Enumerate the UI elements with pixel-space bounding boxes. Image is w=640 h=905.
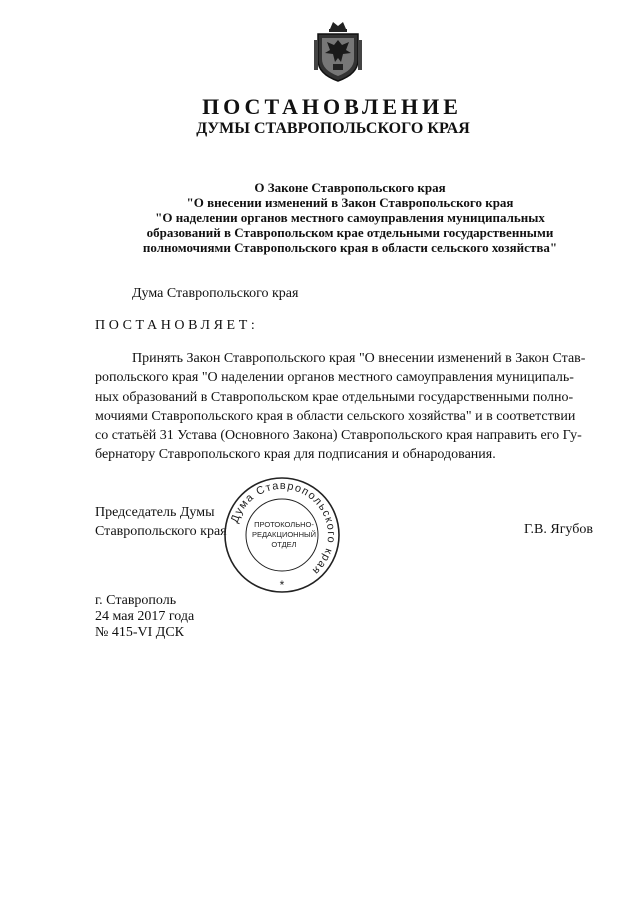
signatory-name: Г.В. Ягубов (524, 522, 593, 537)
paragraph-line: со статьёй 31 Устава (Основного Закона) Ставропольского края направить его Гу- (95, 428, 582, 444)
stamp-center-line: ОТДЕЛ (271, 540, 297, 549)
issuing-body: Дума Ставропольского края (132, 286, 299, 301)
official-stamp (222, 475, 342, 595)
signatory-position (95, 503, 227, 541)
subject-line: О Законе Ставропольского края (254, 180, 446, 195)
paragraph-line: ропольского края "О наделении органов местного самоуправления муниципаль- (95, 370, 574, 386)
paragraph-line: бернатору Ставропольского края для подписания и обнародования. (95, 447, 496, 463)
signing-date: 24 мая 2017 года (95, 609, 195, 624)
subject-line: полномочиями Ставропольского края в области сельского хозяйства" (142, 240, 558, 255)
position-line: Председатель Думы (95, 505, 215, 520)
document-issuer: ДУМЫ СТАВРОПОЛЬСКОГО КРАЯ (196, 120, 470, 137)
subject-line: "О внесении изменений в Закон Ставропольского края (186, 195, 514, 210)
paragraph-line: мочиями Ставропольского края в области сельского хозяйства" и в соответствии (95, 408, 576, 424)
stamp-center-line: РЕДАКЦИОННЫЙ (251, 530, 317, 539)
place-of-signing: г. Ставрополь (95, 593, 177, 608)
document-subject (100, 180, 600, 255)
stamp-center-line: ПРОТОКОЛЬНО- (254, 520, 314, 529)
stamp-star: * (279, 578, 285, 592)
subject-line: "О наделении органов местного самоуправления муниципальных (155, 210, 545, 225)
document-number: № 415-VI ДСК (95, 625, 185, 640)
subject-line: образований в Ставропольском крае отдельными государственными (146, 225, 554, 240)
stamp-ring-text: Дума Ставропольского края (228, 479, 338, 578)
paragraph-line: Принять Закон Ставропольского края "О внесении изменений в Закон Став- (132, 351, 586, 366)
decree-paragraph (95, 349, 600, 465)
document-title: ПОСТАНОВЛЕНИЕ (202, 94, 462, 119)
document-footer (95, 593, 194, 641)
position-line: Ставропольского края (95, 524, 227, 539)
coat-of-arms-icon (313, 20, 363, 84)
paragraph-line: ных образований в Ставропольском крае отдельными государственными полно- (95, 389, 574, 405)
decree-word: ПОСТАНОВЛЯЕТ: (95, 318, 259, 333)
